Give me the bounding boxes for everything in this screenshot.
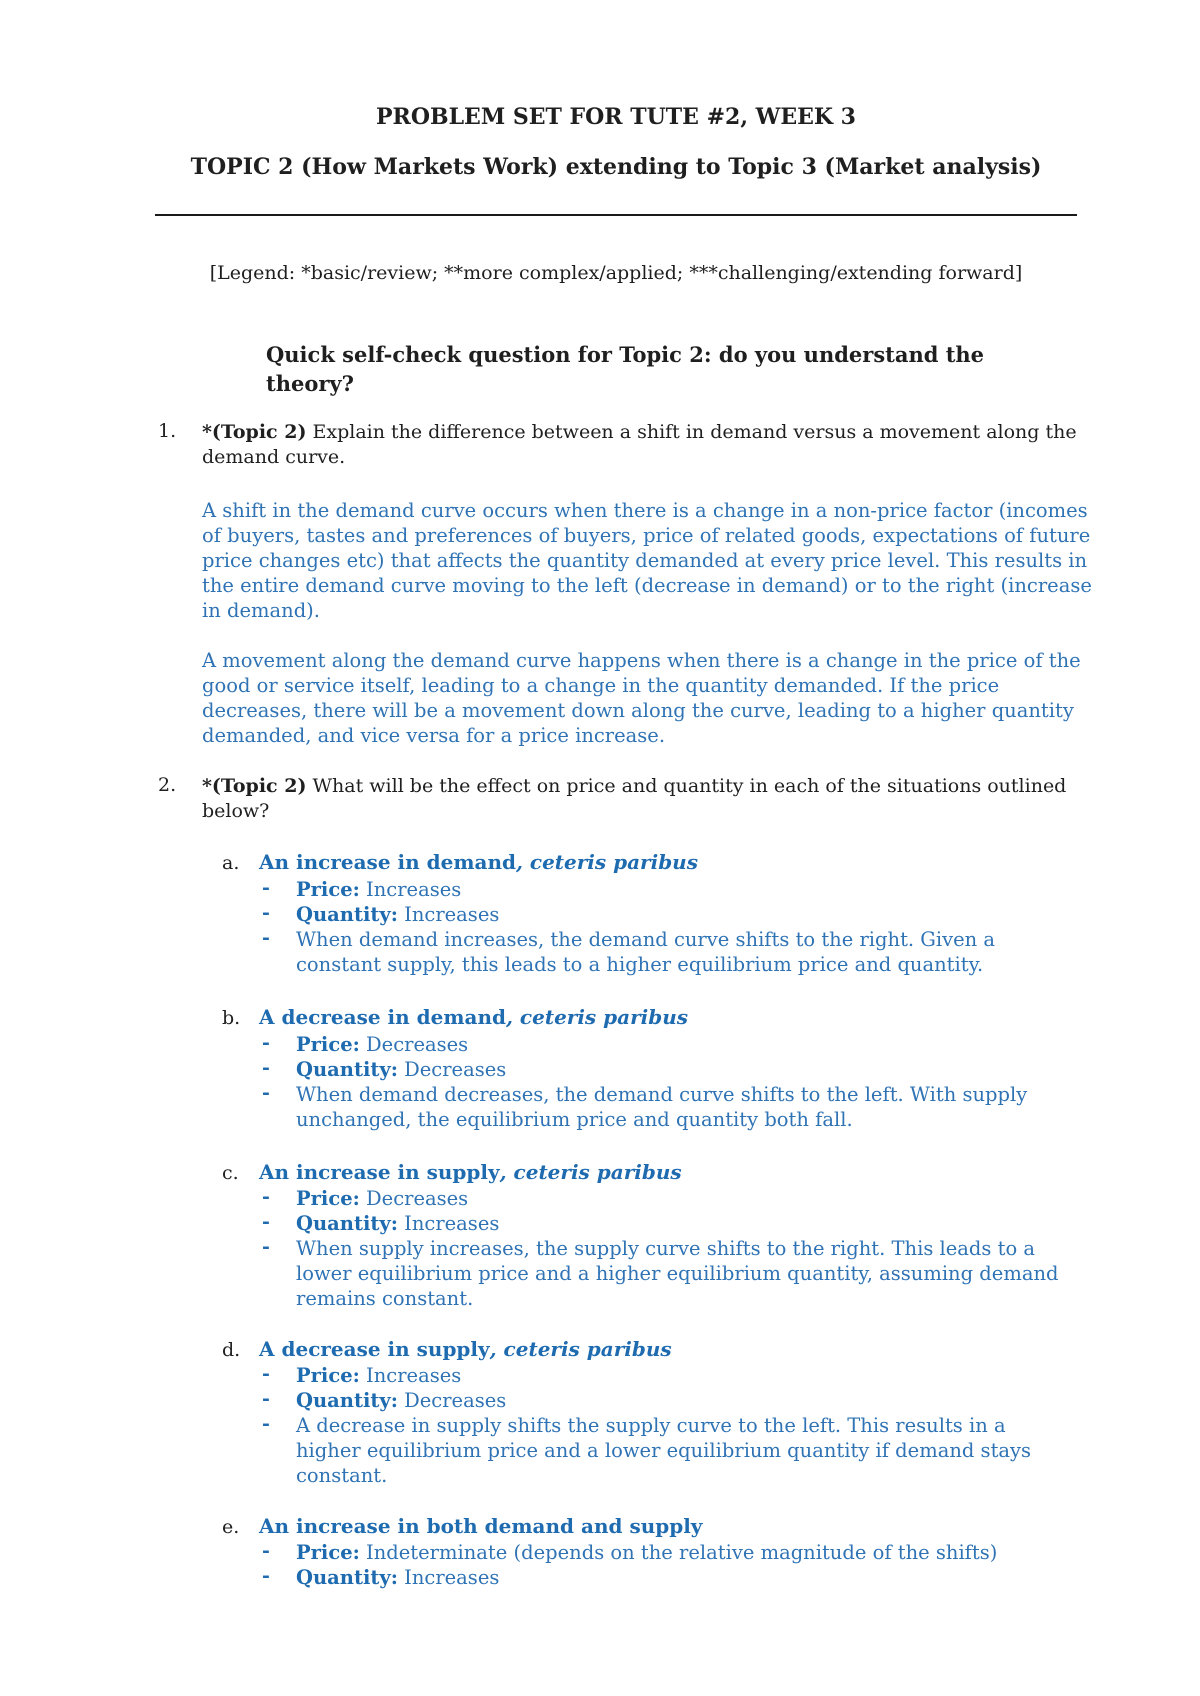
item-d-letter: d. bbox=[222, 1339, 241, 1361]
question-2-text: What will be the effect on price and quantity in each of the situations outlined below? bbox=[202, 775, 1067, 822]
question-1-tag: *(Topic 2) bbox=[202, 421, 307, 443]
price-label: Price: bbox=[296, 878, 360, 901]
item-b-heading bbox=[259, 1005, 688, 1029]
item-a-price bbox=[296, 877, 461, 902]
item-b-price-dash: - bbox=[262, 1032, 270, 1054]
item-c-price-dash: - bbox=[262, 1186, 270, 1208]
quantity-label: Quantity: bbox=[296, 903, 398, 926]
question-2 bbox=[202, 774, 1082, 824]
item-c-price bbox=[296, 1186, 468, 1211]
item-e-quantity-value: Increases bbox=[397, 1566, 500, 1589]
question-1-text: Explain the difference between a shift in demand versus a movement along the demand curve. bbox=[202, 421, 1077, 468]
item-d-heading bbox=[259, 1337, 672, 1361]
item-e-quantity bbox=[296, 1565, 499, 1590]
item-c-price-value: Decreases bbox=[359, 1187, 469, 1210]
item-d-quantity-value: Decreases bbox=[397, 1389, 507, 1412]
item-d-ceteris-paribus: , ceteris paribus bbox=[489, 1337, 672, 1361]
item-b-ceteris-paribus: , ceteris paribus bbox=[506, 1005, 689, 1029]
item-e-price-dash: - bbox=[262, 1540, 270, 1562]
price-label: Price: bbox=[296, 1033, 360, 1056]
document-subtitle: TOPIC 2 (How Markets Work) extending to Topic 3 (Market analysis) bbox=[190, 154, 1042, 180]
item-c-quantity-value: Increases bbox=[397, 1212, 500, 1235]
self-check-heading: Quick self-check question for Topic 2: do you understand the theory? bbox=[266, 342, 985, 396]
item-e-heading-text: An increase in both demand and supply bbox=[259, 1514, 703, 1538]
item-a-quantity-value: Increases bbox=[397, 903, 500, 926]
item-d-note: A decrease in supply shifts the supply curve to the left. This results in a higher equilibrium price and a lower equilibrium quantity if demand stays constant. bbox=[296, 1414, 1032, 1487]
question-1-answer-paragraph-2: A movement along the demand curve happens when there is a change in the price of the good or service itself, leading to a change in the quantity demanded. If the price decreases, there will be a movement down along the curve, leading to a higher quantity demanded, and vice versa for a price increase. bbox=[202, 649, 1081, 747]
item-b-quantity-dash: - bbox=[262, 1057, 270, 1079]
item-b-heading-text: A decrease in demand bbox=[259, 1005, 506, 1029]
item-d-quantity-dash: - bbox=[262, 1388, 270, 1410]
item-c-note: When supply increases, the supply curve shifts to the right. This leads to a lower equilibrium price and a higher equilibrium quantity, assuming demand remains constant. bbox=[296, 1237, 1059, 1310]
quantity-label: Quantity: bbox=[296, 1566, 398, 1589]
question-1-number: 1. bbox=[158, 420, 177, 442]
item-a-price-value: Increases bbox=[359, 878, 462, 901]
item-b-price-value: Decreases bbox=[359, 1033, 469, 1056]
item-d-price-dash: - bbox=[262, 1363, 270, 1385]
item-b-price bbox=[296, 1032, 468, 1057]
item-a-note-dash: - bbox=[262, 927, 270, 949]
document-title: PROBLEM SET FOR TUTE #2, WEEK 3 bbox=[376, 104, 856, 130]
item-a-quantity bbox=[296, 902, 499, 927]
item-a-price-dash: - bbox=[262, 877, 270, 899]
item-c-quantity-dash: - bbox=[262, 1211, 270, 1233]
price-label: Price: bbox=[296, 1187, 360, 1210]
item-e-quantity-dash: - bbox=[262, 1565, 270, 1587]
item-d-note-dash: - bbox=[262, 1413, 270, 1435]
item-a-quantity-dash: - bbox=[262, 902, 270, 924]
item-e-heading bbox=[259, 1514, 702, 1538]
legend-text: [Legend: *basic/review; **more complex/applied; ***challenging/extending forward] bbox=[209, 262, 1023, 284]
question-2-number: 2. bbox=[158, 774, 177, 796]
item-d-quantity bbox=[296, 1388, 506, 1413]
item-a-heading-text: An increase in demand bbox=[259, 850, 516, 874]
item-e-letter: e. bbox=[222, 1516, 240, 1538]
question-1-answer-paragraph-1: A shift in the demand curve occurs when there is a change in a non-price factor (incomes of buyers, tastes and preferences of buyers, price of related goods, expectations of future price changes etc) that affects the quantity demanded at every price level. This results in the entire demand curve moving to the left (decrease in demand) or to the right (increase in demand). bbox=[202, 499, 1092, 622]
item-e-price bbox=[296, 1540, 1086, 1565]
item-c-heading bbox=[259, 1160, 682, 1184]
item-a-letter: a. bbox=[222, 852, 240, 874]
item-c-ceteris-paribus: , ceteris paribus bbox=[499, 1160, 682, 1184]
item-c-heading-text: An increase in supply bbox=[259, 1160, 500, 1184]
item-d-price bbox=[296, 1363, 461, 1388]
item-b-letter: b. bbox=[222, 1007, 241, 1029]
item-a-note: When demand increases, the demand curve shifts to the right. Given a constant supply, this leads to a higher equilibrium price and quantity. bbox=[296, 928, 996, 976]
item-a-ceteris-paribus: , ceteris paribus bbox=[515, 850, 698, 874]
price-label: Price: bbox=[296, 1541, 360, 1564]
item-b-quantity bbox=[296, 1057, 506, 1082]
item-a-heading bbox=[259, 850, 698, 874]
price-label: Price: bbox=[296, 1364, 360, 1387]
quantity-label: Quantity: bbox=[296, 1212, 398, 1235]
item-c-letter: c. bbox=[222, 1162, 239, 1184]
item-d-price-value: Increases bbox=[359, 1364, 462, 1387]
quantity-label: Quantity: bbox=[296, 1389, 398, 1412]
item-b-note-dash: - bbox=[262, 1082, 270, 1104]
item-d-heading-text: A decrease in supply bbox=[259, 1337, 490, 1361]
item-b-quantity-value: Decreases bbox=[397, 1058, 507, 1081]
item-c-quantity bbox=[296, 1211, 499, 1236]
item-c-note-dash: - bbox=[262, 1236, 270, 1258]
question-2-tag: *(Topic 2) bbox=[202, 775, 307, 797]
item-e-price-value: Indeterminate (depends on the relative magnitude of the shifts) bbox=[359, 1541, 998, 1564]
item-b-note: When demand decreases, the demand curve shifts to the left. With supply unchanged, the equilibrium price and quantity both fall. bbox=[296, 1083, 1028, 1131]
quantity-label: Quantity: bbox=[296, 1058, 398, 1081]
question-1 bbox=[202, 420, 1082, 470]
header-rule bbox=[155, 214, 1077, 216]
